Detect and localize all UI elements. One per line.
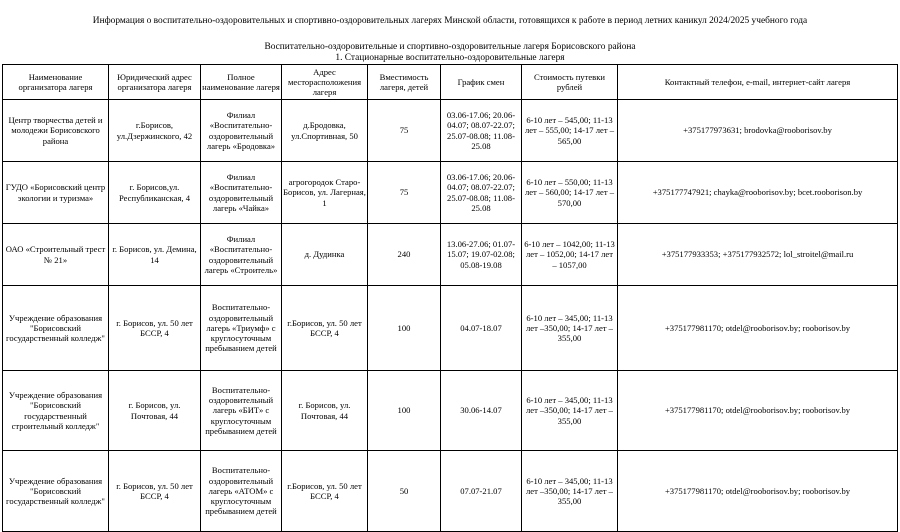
cell-legal-address: г. Борисов, ул. 50 лет БССР, 4 [109, 451, 201, 532]
cell-legal-address: г.Борисов, ул.Дзержинского, 42 [109, 100, 201, 162]
cell-price: 6-10 лет – 345,00; 11-13 лет –350,00; 14-17 лет – 355,00 [522, 451, 618, 532]
table-row [3, 224, 898, 286]
cell-schedule: 13.06-27.06; 01.07-15.07; 19.07-02.08; 05.08-19.08 [441, 224, 522, 286]
cell-camp-name: Воспитательно-оздоровительный лагерь «АТОМ» с круглосуточным пребыванием детей [201, 451, 282, 532]
cell-schedule: 07.07-21.07 [441, 451, 522, 532]
column-header-price: Стоимость путевки рублей [522, 65, 618, 100]
cell-contacts: +375177747921; chayka@rooborisov.by; bcet.rooborison.by [618, 162, 898, 224]
cell-contacts: +375177981170; otdel@rooborisov.by; rooborisov.by [618, 451, 898, 532]
column-header-capacity: Вместимость лагеря, детей [368, 65, 441, 100]
cell-organizer: ОАО «Строительный трест № 21» [3, 224, 109, 286]
cell-organizer: Центр творчества детей и молодежи Борисовского района [3, 100, 109, 162]
cell-capacity: 50 [368, 451, 441, 532]
cell-schedule: 04.07-18.07 [441, 286, 522, 371]
section-title: 1. Стационарные воспитательно-оздоровительные лагеря [335, 53, 565, 63]
cell-camp-name: Воспитательно-оздоровительный лагерь «Триумф» с круглосуточным пребыванием детей [201, 286, 282, 371]
cell-schedule: 30.06-14.07 [441, 371, 522, 451]
cell-organizer: Учреждение образования "Борисовский государственный строительный колледж" [3, 371, 109, 451]
cell-camp-name: Филиал «Воспитательно-оздоровительный лагерь «Строитель» [201, 224, 282, 286]
column-header-location: Адрес месторасположения лагеря [282, 65, 368, 100]
cell-capacity: 240 [368, 224, 441, 286]
cell-capacity: 75 [368, 100, 441, 162]
cell-price: 6-10 лет – 550,00; 11-13 лет – 560,00; 14-17 лет – 570,00 [522, 162, 618, 224]
cell-camp-name: Филиал «Воспитательно-оздоровительный лагерь «Бродовка» [201, 100, 282, 162]
table-header-row [3, 65, 898, 100]
table-row [3, 100, 898, 162]
cell-legal-address: г. Борисов, ул. Почтовая, 44 [109, 371, 201, 451]
cell-legal-address: г. Борисов,ул. Республиканская, 4 [109, 162, 201, 224]
cell-legal-address: г. Борисов, ул. 50 лет БССР, 4 [109, 286, 201, 371]
cell-organizer: Учреждение образования "Борисовский государственный колледж" [3, 451, 109, 532]
cell-location: г.Борисов, ул. 50 лет БССР, 4 [282, 451, 368, 532]
cell-schedule: 03.06-17.06; 20.06-04.07; 08.07-22.07; 25.07-08.08; 11.08-25.08 [441, 100, 522, 162]
cell-contacts: +375177981170; otdel@rooborisov.by; rooborisov.by [618, 286, 898, 371]
cell-legal-address: г. Борисов, ул. Демина, 14 [109, 224, 201, 286]
table-row [3, 286, 898, 371]
cell-contacts: +375177973631; brodovka@rooborisov.by [618, 100, 898, 162]
cell-price: 6-10 лет – 345,00; 11-13 лет –350,00; 14-17 лет – 355,00 [522, 286, 618, 371]
page-title: Информация о воспитательно-оздоровительных и спортивно-оздоровительных лагерях Минской области, готовящихся к работе в период летних каникул 2024/2025 учебного года [92, 16, 808, 26]
cell-location: г. Борисов, ул. Почтовая, 44 [282, 371, 368, 451]
cell-camp-name: Воспитательно-оздоровительный лагерь «БИТ» с круглосуточным пребыванием детей [201, 371, 282, 451]
cell-price: 6-10 лет – 345,00; 11-13 лет –350,00; 14-17 лет – 355,00 [522, 371, 618, 451]
cell-camp-name: Филиал «Воспитательно-оздоровительный лагерь «Чайка» [201, 162, 282, 224]
table-row [3, 451, 898, 532]
cell-contacts: +375177981170; otdel@rooborisov.by; rooborisov.by [618, 371, 898, 451]
cell-capacity: 100 [368, 371, 441, 451]
column-header-camp-name: Полное наименование лагеря [201, 65, 282, 100]
column-header-schedule: График смен [441, 65, 522, 100]
cell-contacts: +375177933353; +375177932572; lol_stroitel@mail.ru [618, 224, 898, 286]
cell-location: агрогородок Старо-Борисов, ул. Лагерная, 1 [282, 162, 368, 224]
column-header-legal-address: Юридический адрес организатора лагеря [109, 65, 201, 100]
camps-table [2, 64, 898, 532]
column-header-contacts: Контактный телефон, e-mail, интернет-сайт лагеря [618, 65, 898, 100]
table-row [3, 371, 898, 451]
cell-price: 6-10 лет – 545,00; 11-13 лет – 555,00; 14-17 лет – 565,00 [522, 100, 618, 162]
cell-capacity: 75 [368, 162, 441, 224]
table-row [3, 162, 898, 224]
district-subtitle: Воспитательно-оздоровительные и спортивно-оздоровительные лагеря Борисовского района [264, 42, 636, 52]
cell-capacity: 100 [368, 286, 441, 371]
cell-price: 6-10 лет – 1042,00; 11-13 лет – 1052,00; 14-17 лет – 1057,00 [522, 224, 618, 286]
cell-location: д. Дудинка [282, 224, 368, 286]
cell-location: г.Борисов, ул. 50 лет БССР, 4 [282, 286, 368, 371]
cell-schedule: 03.06-17.06; 20.06-04.07; 08.07-22.07; 25.07-08.08; 11.08-25.08 [441, 162, 522, 224]
cell-organizer: Учреждение образования "Борисовский государственный колледж" [3, 286, 109, 371]
column-header-organizer: Наименование организатора лагеря [3, 65, 109, 100]
cell-organizer: ГУДО «Борисовский центр экологии и туризма» [3, 162, 109, 224]
cell-location: д.Бродовка, ул.Спортивная, 50 [282, 100, 368, 162]
